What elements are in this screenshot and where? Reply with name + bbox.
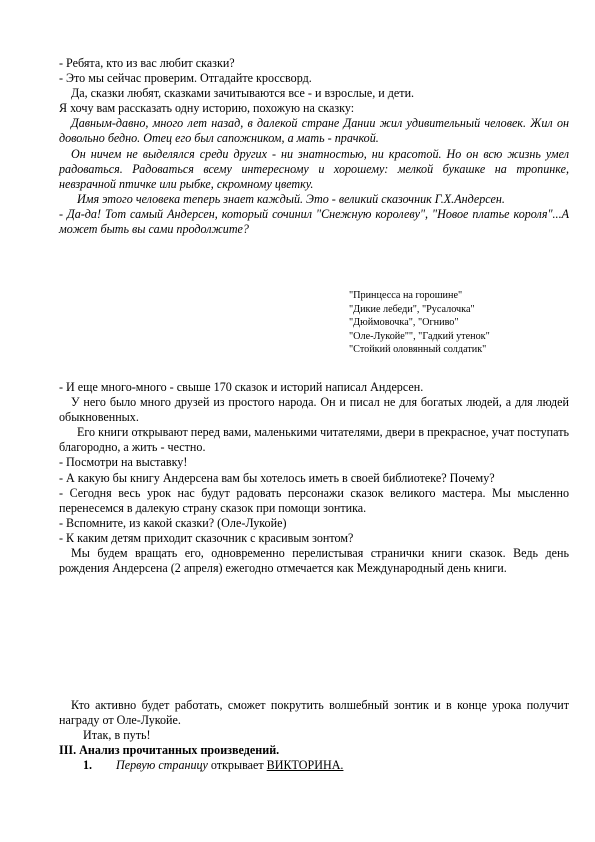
item-italic-text: Первую страницу <box>116 758 208 773</box>
story-paragraph-3: Имя этого человека теперь знает каждый. Это - великий сказочник Г.Х.Андерсен. <box>77 191 505 206</box>
quiz-item <box>59 758 569 773</box>
list-item: "Принцесса на горошине" <box>349 290 463 301</box>
go-line: Итак, в путь! <box>83 728 151 743</box>
story-intro-line: Я хочу вам рассказать одну историю, похожую на сказку: <box>59 101 355 116</box>
umbrella-question-line: - К каким детям приходит сказочник с красивым зонтом? <box>59 530 354 545</box>
exhibition-line: - Посмотри на выставку! <box>59 455 188 470</box>
list-item: "Дикие лебеди", "Русалочка" <box>349 303 475 315</box>
closing-section <box>59 698 569 773</box>
section-heading: III. Анализ прочитанных произведений. <box>59 743 280 758</box>
library-question-line: - А какую бы книгу Андерсена вам бы хотелось иметь в своей библиотеке? Почему? <box>59 470 495 485</box>
remember-line: - Вспомните, из какой сказки? (Оле-Лукойе) <box>59 515 287 530</box>
crossword-line: - Это мы сейчас проверим. Отгадайте кроссворд. <box>59 71 312 86</box>
list-item: "Дюймовочка", "Огниво" <box>349 317 459 329</box>
fairy-tale-list <box>349 289 490 357</box>
list-item: "Оле-Лукойе"", "Гадкий утенок" <box>349 330 490 342</box>
book-day-paragraph: Мы будем вращать его, одновременно перелистывая странички книги сказок. Ведь день рождения Андерсена (2 апреля) ежегодно отмечается как Международный день книги. <box>59 546 569 576</box>
statement-line: Да, сказки любят, сказками зачитываются все - и взрослые, и дети. <box>71 86 415 101</box>
count-line: - И еще много-много - свыше 170 сказок и историй написал Андерсен. <box>59 380 424 394</box>
reward-paragraph: Кто активно будет работать, сможет покрутить волшебный зонтик и в конце урока получит награду от Оле-Лукойе. <box>59 698 569 728</box>
intro-section <box>59 56 569 237</box>
question-line: - Ребята, кто из вас любит сказки? <box>59 56 235 70</box>
lesson-paragraph: - Сегодня весь урок нас будут радовать персонажи сказок великого мастера. Мы мысленно перенесемся в далекую страну сказок при помощи зонтика. <box>59 485 569 515</box>
friends-paragraph: У него было много друзей из простого народа. Он и писал не для богатых людей, а для людей обыкновенных. <box>59 395 569 425</box>
item-number: 1. <box>83 758 93 773</box>
story-paragraph-2: Он ничем не выделялся среди других - ни знатностью, ни красотой. Но он всю жизнь умел радоваться. Радоваться всему интересному и хорошему: мелкой букашке на тропинке, невзрачной птичке или рыбке, скромному цветку. <box>59 146 569 191</box>
item-text: открывает <box>207 758 267 773</box>
books-paragraph: Его книги открывают перед вами, маленькими читателями, двери в прекрасное, учат поступать благородно, а жить - честно. <box>59 425 569 455</box>
story-paragraph-4: - Да-да! Тот самый Андерсен, который сочинил "Снежную королеву", "Новое платье короля"...А может быть вы сами продолжите? <box>59 206 569 237</box>
quiz-link: ВИКТОРИНА. <box>266 758 344 773</box>
list-item: "Стойкий оловянный солдатик" <box>349 344 487 356</box>
main-section <box>59 380 569 576</box>
story-paragraph-1: Давным-давно, много лет назад, в далекой стране Дании жил удивительный человек. Жил он довольно бедно. Отец его был сапожником, а мать - прачкой. <box>59 116 569 146</box>
